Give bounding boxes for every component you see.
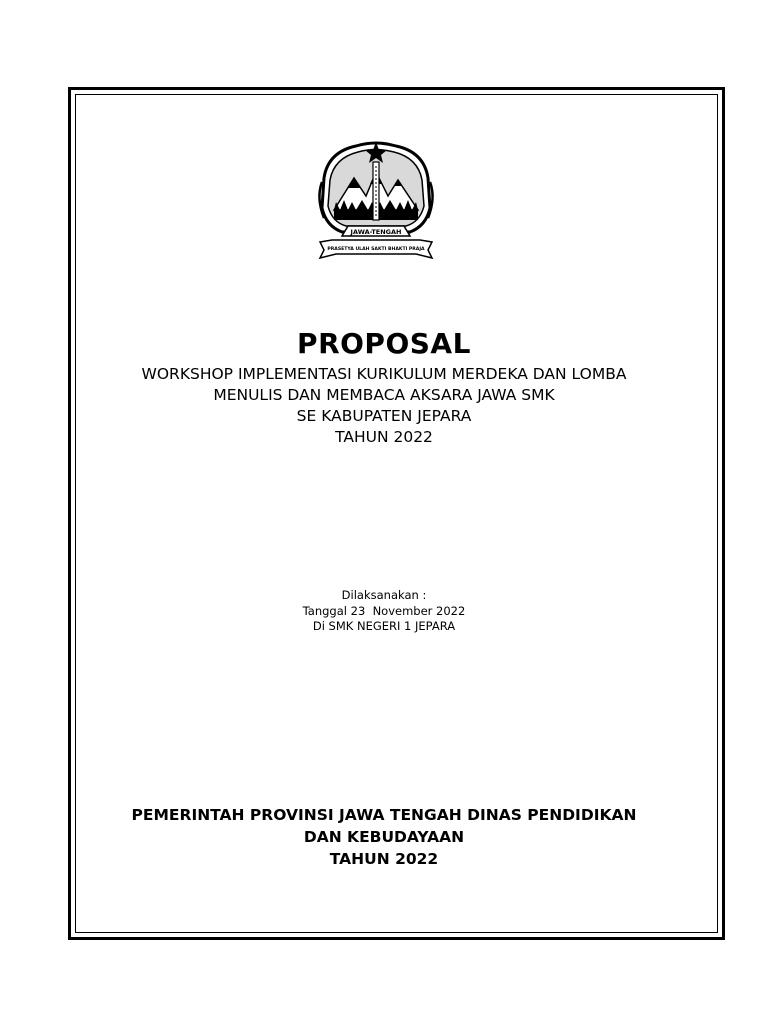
organization-line: TAHUN 2022: [329, 850, 439, 868]
subtitle-line: SE KABUPATEN JEPARA: [296, 407, 472, 425]
organization-line: PEMERINTAH PROVINSI JAWA TENGAH DINAS PENDIDIKAN: [131, 806, 637, 824]
emblem-motto-text: PRASETYA ULAH SAKTI BHAKTI PRAJA: [327, 247, 425, 252]
document-subtitle: [100, 364, 668, 448]
subtitle-line: WORKSHOP IMPLEMENTASI KURIKULUM MERDEKA DAN LOMBA: [141, 365, 627, 383]
emblem-ribbon-text: JAWA-TENGAH: [350, 228, 402, 236]
execution-place: Di SMK NEGERI 1 JEPARA: [312, 619, 456, 633]
subtitle-line: TAHUN 2022: [335, 428, 433, 446]
execution-label: Dilaksanakan :: [341, 588, 427, 602]
subtitle-line: MENULIS DAN MEMBACA AKSARA JAWA SMK: [213, 386, 555, 404]
execution-info: [0, 588, 768, 635]
jawa-tengah-emblem-icon: [314, 138, 438, 264]
organization-line: DAN KEBUDAYAAN: [303, 828, 465, 846]
organization-block: [70, 804, 698, 870]
execution-date: Tanggal 23 November 2022: [302, 603, 466, 618]
document-title: PROPOSAL: [297, 327, 471, 360]
